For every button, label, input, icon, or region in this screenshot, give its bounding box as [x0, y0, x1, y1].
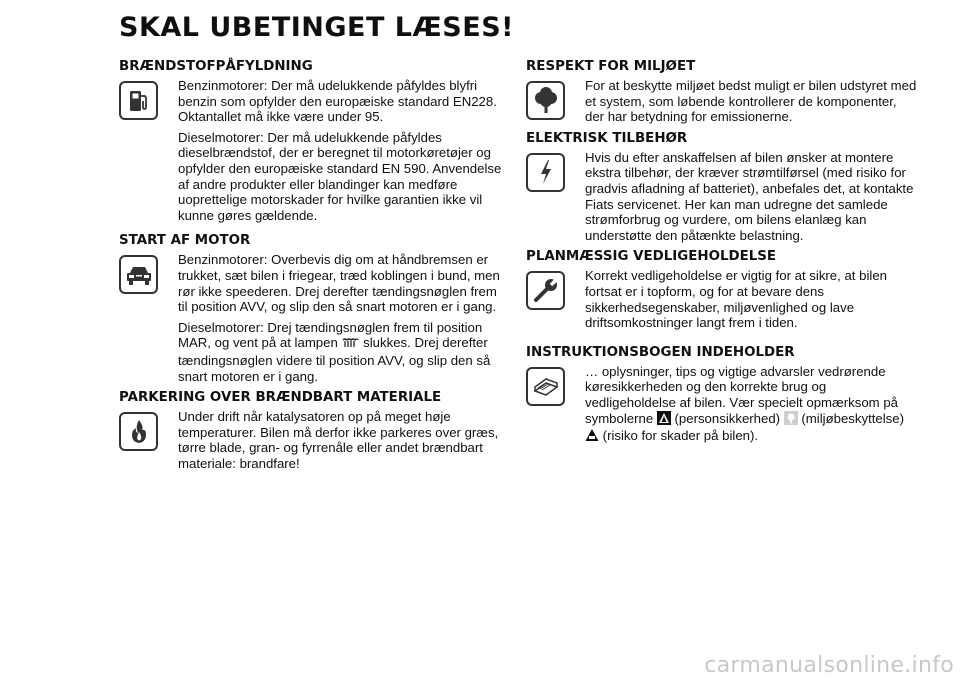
watermark-text: carmanualsonline.info [704, 653, 954, 678]
car-damage-warning-icon [585, 428, 599, 446]
fuel-petrol-text: Benzinmotorer: Der må udelukkende påfyldes blyfri benzin som opfylder den europæiske standard EN228. Oktantallet må ikke være under 95. [178, 78, 497, 125]
car-front-icon [119, 255, 158, 294]
left-column [119, 58, 504, 476]
section-heading-electric: ELEKTRISK TILBEHØR [526, 130, 688, 146]
glow-plug-icon [341, 337, 359, 353]
section-heading-fuel: BRÆNDSTOFPÅFYLDNING [119, 59, 313, 74]
section-maintenance [526, 268, 918, 330]
section-parking [119, 409, 504, 471]
manual-text-c: (miljøbeskyttelse) [801, 410, 904, 426]
page-title: SKAL UBETINGET LÆSES! [119, 12, 514, 43]
section-heading-start: START AF MOTOR [119, 233, 251, 249]
start-diesel-text-b: slukkes. Drej derefter tændingsnøglen videre til position AVV, og slip den så snart motoren er i gang. [178, 335, 491, 384]
section-electric [526, 150, 918, 244]
electric-text: Hvis du efter anskaffelsen af bilen ønsker at montere ekstra tilbehør, der kræver strømtilførsel (med risiko for gradvis afladning af batteriet), anbefales det, at kontakte Fiats servicenet. Her kan man udregne det samlede strømforbrug og vurdere, om bilens elanlæg kan understøtte den påtænkte belastning. [585, 149, 914, 243]
section-heading-manual: INSTRUKTIONSBOGEN INDEHOLDER [526, 344, 795, 360]
wrench-icon [526, 271, 565, 310]
lightning-icon [526, 153, 565, 192]
manual-text-a: … oplysninger, tips og vigtige advarsler vedrørende køresikkerheden og den korrekte brug og vedligeholdelse af bilen. Vær specielt opmærksom på symbolerne [585, 363, 898, 426]
section-heading-environment: RESPEKT FOR MILJØET [526, 59, 696, 74]
section-heading-parking: PARKERING OVER BRÆNDBART MATERIALE [119, 390, 442, 406]
start-diesel-text [178, 320, 504, 384]
manual-text [585, 364, 918, 446]
environment-text: For at beskytte miljøet bedst muligt er bilen udstyret med et system, som løbende kontrollerer de komponenter, der har betydning for emissionerne. [585, 78, 917, 125]
section-environment [526, 78, 918, 125]
fire-icon [119, 412, 158, 451]
right-column [526, 58, 918, 451]
tree-icon [526, 81, 565, 120]
book-icon [526, 367, 565, 406]
fuel-diesel-text: Dieselmotorer: Der må udelukkende påfyldes dieselbrændstof, der er beregnet til motorkøretøjer og opfylder den europæiske standard EN 590. Anvendelse af andre produkter eller blandinger kan medføre uoprettelige motorskader for hvilke garantien ikke vil kunne gøres gældende. [178, 129, 502, 223]
manual-text-b: (personsikkerhed) [674, 410, 781, 426]
section-fuel [119, 78, 504, 223]
section-start [119, 252, 504, 384]
fuel-pump-icon [119, 81, 158, 120]
parking-text: Under drift når katalysatoren op på meget høje temperaturer. Bilen må derfor ikke parkeres over græs, tørre blade, gran- og fyrrenåle eller andet brændbart materiale: brandfare! [178, 409, 499, 471]
section-heading-maintenance: PLANMÆSSIG VEDLIGEHOLDELSE [526, 249, 777, 265]
maintenance-text: Korrekt vedligeholdelse er vigtig for at sikre, at bilen fortsat er i topform, og for at bevare dens sikkerhedsegenskaber, miljøvenlighed og lave driftsomkostninger langt frem i tiden. [585, 268, 887, 331]
person-warning-icon [657, 411, 671, 429]
start-diesel-text-a: Dieselmotorer: Drej tændingsnøglen frem til position MAR, og vent på at lampen [178, 319, 483, 351]
section-manual [526, 364, 918, 446]
start-petrol-text: Benzinmotorer: Overbevis dig om at håndbremsen er trukket, sæt bilen i friegear, træd koblingen i bund, men rør ikke speederen. Drej derefter tændingsnøglen frem til position AVV, og slip den så snart motoren er i gang. [178, 252, 500, 315]
environment-warning-icon [784, 411, 798, 429]
manual-text-d: (risiko for skader på bilen). [602, 428, 759, 444]
